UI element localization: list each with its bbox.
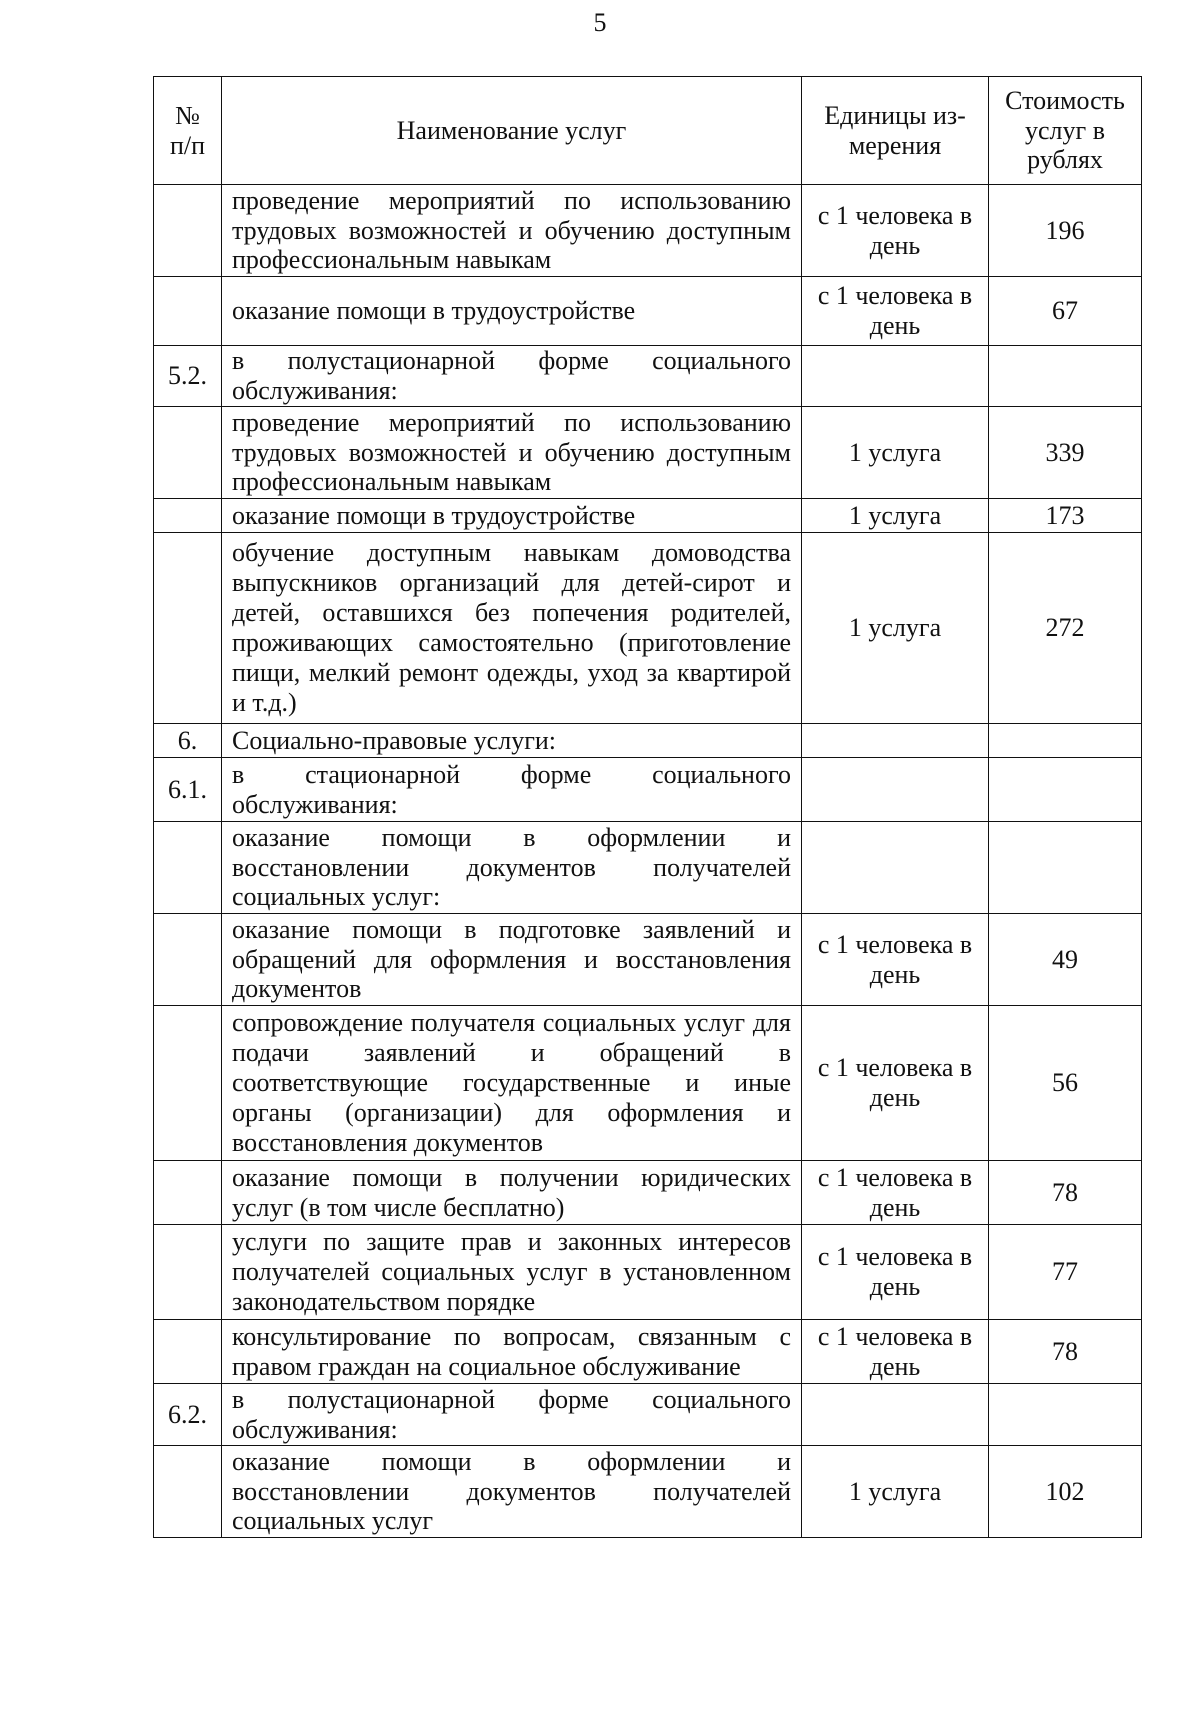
header-num: № п/п [154, 77, 222, 185]
row-num [154, 185, 222, 277]
row-cost: 339 [989, 407, 1142, 499]
row-num [154, 1320, 222, 1384]
row-cost: 272 [989, 533, 1142, 724]
row-num [154, 499, 222, 533]
row-name: проведение мероприятий по использованию трудовых возможностей и обучению доступным профессиональным навыкам [222, 185, 802, 277]
table-row [154, 822, 1142, 914]
row-cost: 78 [989, 1161, 1142, 1225]
row-num: 6. [154, 724, 222, 758]
row-unit: с 1 человека в день [802, 185, 989, 277]
row-num [154, 407, 222, 499]
header-name: Наименование услуг [222, 77, 802, 185]
table-row [154, 724, 1142, 758]
row-unit: 1 услуга [802, 1446, 989, 1538]
row-name: оказание помощи в трудоустройстве [222, 277, 802, 346]
row-unit: с 1 человека в день [802, 914, 989, 1006]
row-cost: 77 [989, 1225, 1142, 1320]
row-unit [802, 1384, 989, 1446]
row-name: оказание помощи в трудоустройстве [222, 499, 802, 533]
services-price-table [153, 76, 1142, 1538]
row-cost [989, 346, 1142, 407]
table-row [154, 277, 1142, 346]
table-row [154, 533, 1142, 724]
table-row [154, 499, 1142, 533]
row-unit [802, 346, 989, 407]
row-unit: 1 услуга [802, 533, 989, 724]
row-name: Социально-правовые услуги: [222, 724, 802, 758]
row-num [154, 277, 222, 346]
row-cost [989, 822, 1142, 914]
table-row [154, 407, 1142, 499]
row-unit [802, 758, 989, 822]
row-unit: с 1 человека в день [802, 1006, 989, 1161]
row-num [154, 914, 222, 1006]
row-cost: 173 [989, 499, 1142, 533]
table-row [154, 185, 1142, 277]
row-name: в стационарной форме социального обслуживания: [222, 758, 802, 822]
row-num [154, 1225, 222, 1320]
table-row [154, 346, 1142, 407]
row-unit [802, 822, 989, 914]
row-num: 5.2. [154, 346, 222, 407]
row-unit: с 1 человека в день [802, 277, 989, 346]
table-header-row [154, 77, 1142, 185]
row-num: 6.1. [154, 758, 222, 822]
row-unit: с 1 человека в день [802, 1161, 989, 1225]
row-name: оказание помощи в оформлении и восстановлении документов получателей социальных услуг: [222, 822, 802, 914]
row-num [154, 1161, 222, 1225]
row-num [154, 822, 222, 914]
row-cost: 78 [989, 1320, 1142, 1384]
row-cost: 56 [989, 1006, 1142, 1161]
row-cost [989, 1384, 1142, 1446]
row-unit: 1 услуга [802, 407, 989, 499]
row-cost [989, 724, 1142, 758]
row-name: оказание помощи в оформлении и восстановлении документов получателей социальных услуг [222, 1446, 802, 1538]
row-num [154, 1006, 222, 1161]
table-row [154, 1446, 1142, 1538]
row-cost: 196 [989, 185, 1142, 277]
row-cost: 67 [989, 277, 1142, 346]
table-row [154, 1006, 1142, 1161]
header-cost: Стоимость услуг в рублях [989, 77, 1142, 185]
table-row [154, 1384, 1142, 1446]
row-name: оказание помощи в подготовке заявлений и обращений для оформления и восстановления документов [222, 914, 802, 1006]
table-row [154, 1161, 1142, 1225]
table-row [154, 1320, 1142, 1384]
page-number: 5 [593, 8, 607, 37]
row-name: консультирование по вопросам, связанным с правом граждан на социальное обслуживание [222, 1320, 802, 1384]
row-unit: 1 услуга [802, 499, 989, 533]
table-row [154, 758, 1142, 822]
row-cost: 49 [989, 914, 1142, 1006]
row-unit [802, 724, 989, 758]
row-name: оказание помощи в получении юридических услуг (в том числе бесплатно) [222, 1161, 802, 1225]
row-cost [989, 758, 1142, 822]
row-name: услуги по защите прав и законных интересов получателей социальных услуг в установленном законодательством порядке [222, 1225, 802, 1320]
row-unit: с 1 человека в день [802, 1320, 989, 1384]
row-name: в полустационарной форме социального обслуживания: [222, 346, 802, 407]
row-name: обучение доступным навыкам домоводства выпускников организаций для детей-сирот и детей, оставшихся без попечения родителей, проживающих самостоятельно (приготовление пищи, мелкий ремонт одежды, уход за квартирой и т.д.) [222, 533, 802, 724]
row-cost: 102 [989, 1446, 1142, 1538]
row-name: сопровождение получателя социальных услуг для подачи заявлений и обращений в соответствующие государственные и иные органы (организации) для оформления и восстановления документов [222, 1006, 802, 1161]
table-row [154, 914, 1142, 1006]
row-num [154, 533, 222, 724]
row-unit: с 1 человека в день [802, 1225, 989, 1320]
table-row [154, 1225, 1142, 1320]
row-num [154, 1446, 222, 1538]
row-name: в полустационарной форме социального обслуживания: [222, 1384, 802, 1446]
row-name: проведение мероприятий по использованию трудовых возможностей и обучению доступным профессиональным навыкам [222, 407, 802, 499]
row-num: 6.2. [154, 1384, 222, 1446]
header-unit: Единицы из-мерения [802, 77, 989, 185]
